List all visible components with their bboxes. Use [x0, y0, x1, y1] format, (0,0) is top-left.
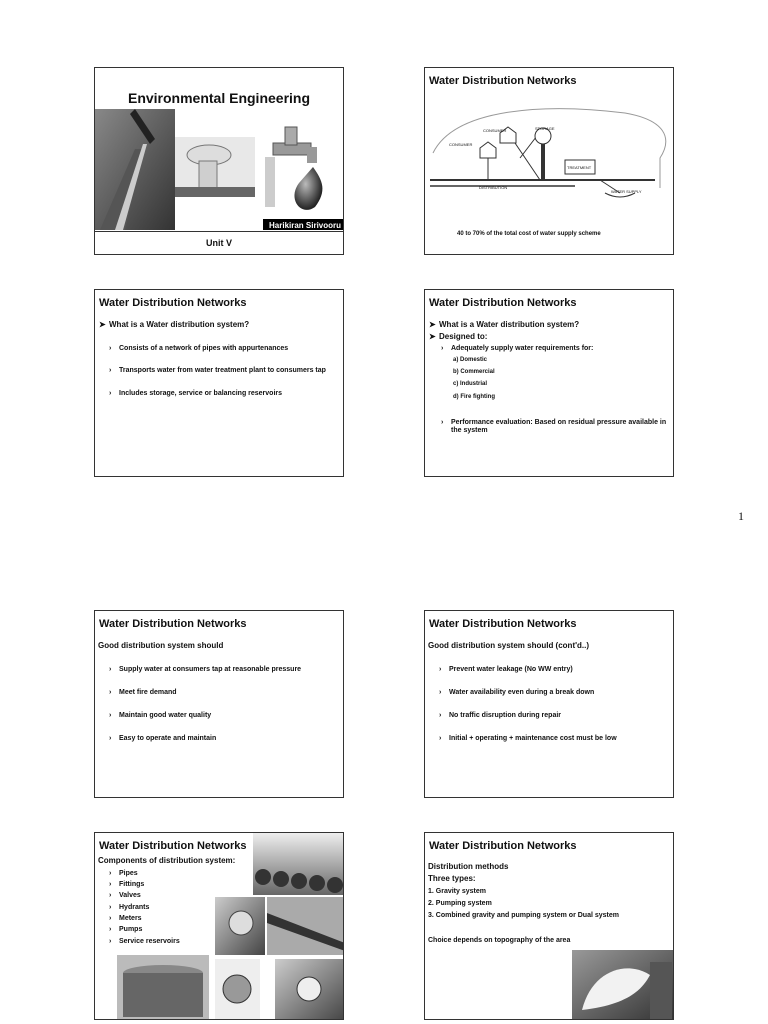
- slide-5-bullet-3: › Maintain good water quality: [109, 712, 212, 719]
- slide-3-bullet-2: › Transports water from water treatment plant to consumers tap: [109, 367, 326, 374]
- slide-8-item-1: 1. Gravity system: [428, 888, 486, 895]
- slide-4-perf: › Performance evaluation: Based on residual pressure available in: [441, 419, 667, 426]
- slide-1: [94, 67, 344, 255]
- slide-4-item-d: d) Fire fighting: [453, 394, 495, 400]
- slide-1-footer: Unit V: [206, 238, 232, 248]
- page-number: 1: [738, 509, 744, 523]
- label-consumer-1: CONSUMER: [449, 142, 473, 147]
- slide-4-req: › Adequately supply water requirements for:: [441, 345, 594, 352]
- slide-6-heading: Good distribution system should (cont'd..): [428, 641, 590, 650]
- slide-4-question: ➤ What is a Water distribution system?: [429, 320, 580, 329]
- slide-7-bullet-5: › Meters: [109, 915, 142, 922]
- slide-4-item-c: c) Industrial: [453, 381, 488, 387]
- slide-5-bullet-2: › Meet fire demand: [109, 689, 177, 696]
- slide-4-item-a: a) Domestic: [453, 357, 488, 363]
- label-water-supply: WATER SUPPLY: [611, 189, 642, 194]
- slide-7-bullet-1: › Pipes: [109, 870, 138, 877]
- slide-3-question: ➤ What is a Water distribution system?: [99, 320, 250, 329]
- slide-8: [424, 832, 674, 1020]
- slide-2-title: Water Distribution Networks: [429, 75, 577, 87]
- slide-8-item-3: 3. Combined gravity and pumping system or Dual system: [428, 912, 619, 919]
- slide-7-bullet-3: › Valves: [109, 892, 141, 899]
- slide-2: [424, 67, 674, 255]
- slide-1-photos: [95, 109, 344, 230]
- slide-5-bullet-1: › Supply water at consumers tap at reasonable pressure: [109, 666, 302, 673]
- slide-7-bullet-6: › Pumps: [109, 926, 143, 933]
- label-distribution: DISTRIBUTION: [479, 185, 508, 190]
- slide-4-designed: ➤ Designed to:: [429, 332, 488, 341]
- label-treatment: TREATMENT: [567, 165, 592, 170]
- slide-6-bullet-1: › Prevent water leakage (No WW entry): [439, 666, 573, 673]
- label-consumer-2: CONSUMER: [483, 128, 507, 133]
- slide-6: [424, 610, 674, 798]
- slide-7-heading: Components of distribution system:: [98, 856, 236, 865]
- slide-7-bullet-2: › Fittings: [109, 881, 145, 888]
- slide-6-bullet-2: › Water availability even during a break down: [439, 689, 595, 696]
- slide-7-bullet-7: › Service reservoirs: [109, 938, 180, 945]
- slide-8-heading-1: Distribution methods: [428, 862, 509, 871]
- slide-4: [424, 289, 674, 477]
- slide-7-title: Water Distribution Networks: [99, 840, 247, 852]
- slide-7-bullet-4: › Hydrants: [109, 904, 150, 911]
- slide-6-bullet-4: › Initial + operating + maintenance cost must be low: [439, 735, 617, 742]
- slide-5-heading: Good distribution system should: [98, 641, 224, 650]
- slide-3: [94, 289, 344, 477]
- slide-5-bullet-4: › Easy to operate and maintain: [109, 735, 217, 742]
- slide-3-title: Water Distribution Networks: [99, 297, 247, 309]
- slide-6-title: Water Distribution Networks: [429, 618, 577, 630]
- slide-1-divider: [95, 231, 343, 232]
- slide-6-bullet-3: › No traffic disruption during repair: [439, 712, 562, 719]
- slide-4-perf-2: the system: [451, 427, 488, 434]
- distribution-diagram: [425, 98, 674, 248]
- slide-8-title: Water Distribution Networks: [429, 840, 577, 852]
- tap-globe-photo: [263, 117, 344, 230]
- slide-7: [94, 832, 344, 1020]
- slide-4-title: Water Distribution Networks: [429, 297, 577, 309]
- slide-3-bullet-3: › Includes storage, service or balancing reservoirs: [109, 390, 283, 397]
- slide-5-title: Water Distribution Networks: [99, 618, 247, 630]
- slide-8-item-2: 2. Pumping system: [428, 900, 492, 907]
- slide-8-note: Choice depends on topography of the area: [428, 937, 571, 944]
- slide-1-title: Environmental Engineering: [127, 90, 311, 106]
- slide-4-item-b: b) Commercial: [453, 369, 495, 375]
- slide-5: [94, 610, 344, 798]
- slide-1-author: Harikiran Sirivooru: [269, 221, 342, 230]
- slide-3-bullet-1: › Consists of a network of pipes with appurtenances: [109, 345, 289, 352]
- slide-8-heading-2: Three types:: [428, 874, 476, 883]
- water-outflow-photo: [572, 950, 674, 1020]
- slide-2-caption: 40 to 70% of the total cost of water supply scheme: [457, 231, 601, 237]
- label-storage: STORAGE: [535, 126, 555, 131]
- slide-1-image-band: [95, 109, 344, 230]
